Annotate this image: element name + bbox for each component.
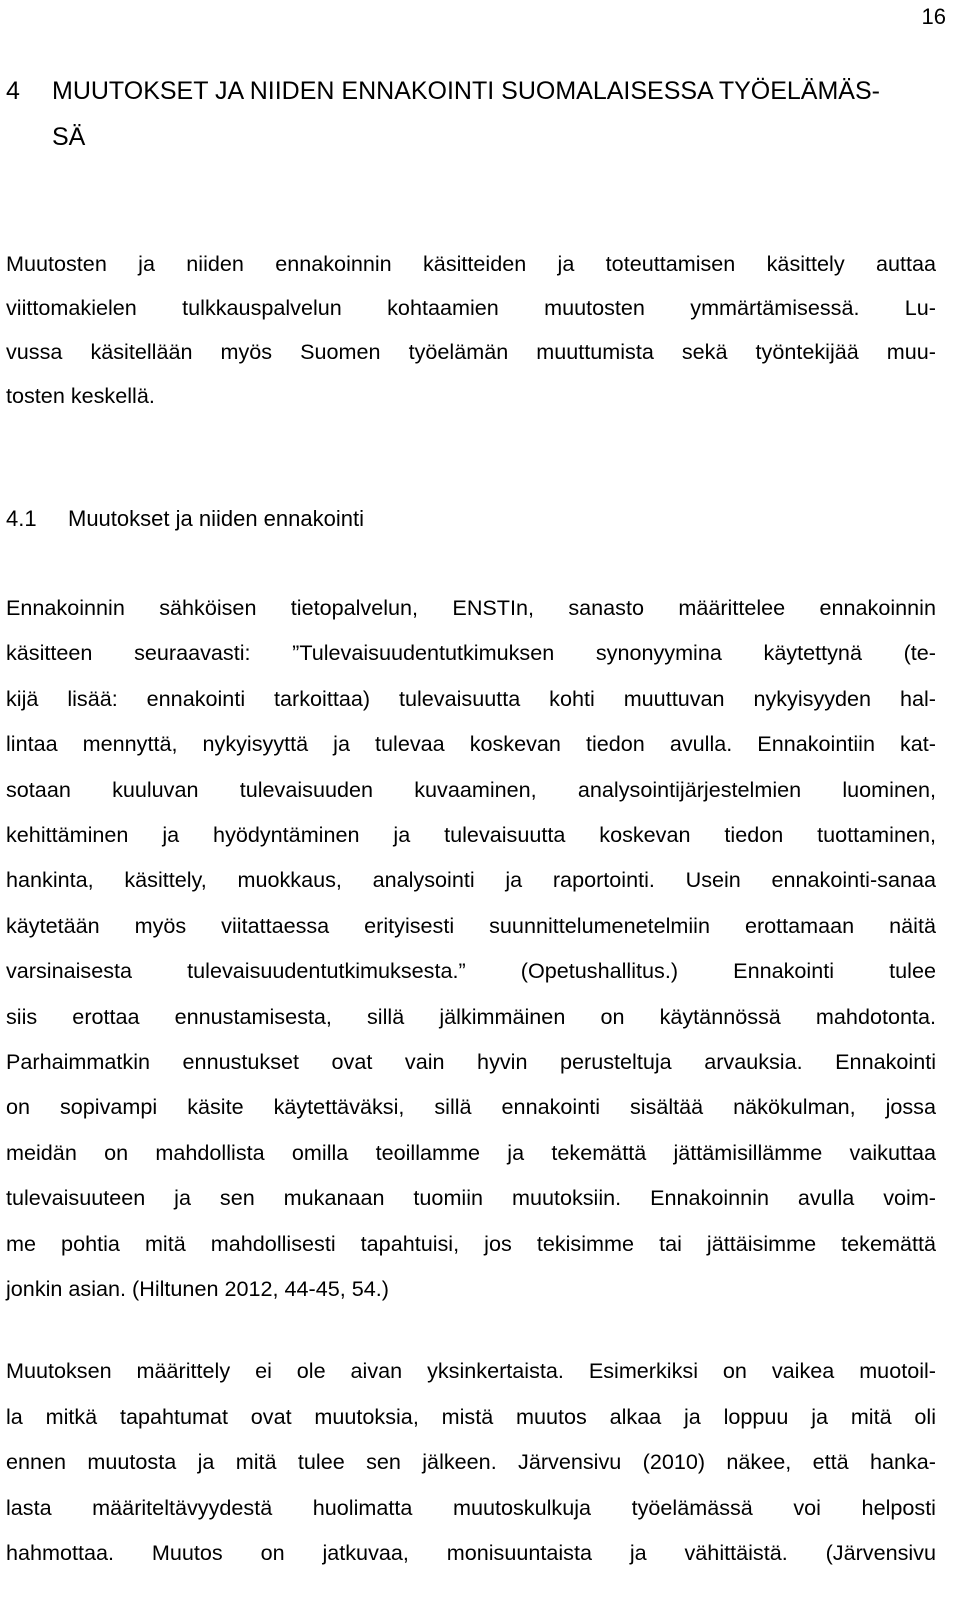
- text-line: vussa käsitellään myös Suomen työelämän muuttumista sekä työntekijää muu-: [6, 339, 936, 364]
- text-line: Muutoksen määrittely ei ole aivan yksinkertaista. Esimerkiksi on vaikea muotoil-: [6, 1358, 936, 1383]
- section-heading: [6, 504, 364, 534]
- chapter-heading: [6, 68, 946, 160]
- text-line: me pohtia mitä mahdollisesti tapahtuisi, jos tekisimme tai jättäisimme tekemättä: [6, 1230, 936, 1256]
- chapter-number: 4: [6, 77, 20, 105]
- text-line: ennen muutosta ja mitä tulee sen jälkeen. Järvensivu (2010) näkee, että hanka-: [6, 1449, 936, 1474]
- text-line: tulevaisuuteen ja sen mukanaan tuomiin muutoksiin. Ennakoinnin avulla voim-: [6, 1185, 936, 1211]
- text-line: la mitkä tapahtumat ovat muutoksia, mistä muutos alkaa ja loppuu ja mitä oli: [6, 1403, 936, 1429]
- text-line: varsinaisesta tulevaisuudentutkimuksesta.” (Opetushallitus.) Ennakointi tulee: [6, 958, 936, 984]
- text-line: kehittäminen ja hyödyntäminen ja tulevaisuutta koskevan tiedon tuottaminen,: [6, 822, 936, 848]
- text-line: lintaa mennyttä, nykyisyyttä ja tulevaa koskevan tiedon avulla. Ennakointiin kat-: [6, 731, 936, 757]
- chapter-title-line: SÄ: [52, 123, 86, 151]
- text-line: Parhaimmatkin ennustukset ovat vain hyvin perusteltuja arvauksia. Ennakointi: [6, 1049, 936, 1075]
- text-line: meidän on mahdollista omilla teoillamme ja tekemättä jättämisillämme vaikuttaa: [6, 1139, 936, 1165]
- body-paragraph-ennakointi: [6, 585, 936, 1312]
- body-paragraph-muutos: [6, 1348, 936, 1576]
- text-line: sotaan kuuluvan tulevaisuuden kuvaaminen, analysointijärjestelmien luominen,: [6, 776, 936, 802]
- chapter-title: [52, 68, 946, 160]
- text-line: kijä lisää: ennakointi tarkoittaa) tulevaisuutta kohti muuttuvan nykyisyyden hal-: [6, 685, 936, 711]
- text-line: hankinta, käsittely, muokkaus, analysointi ja raportointi. Usein ennakointi-sanaa: [6, 867, 936, 893]
- text-line: Muutosten ja niiden ennakoinnin käsitteiden ja toteuttamisen käsittely auttaa: [6, 251, 936, 276]
- text-line: hahmottaa. Muutos on jatkuvaa, monisuuntaista ja vähittäistä. (Järvensivu: [6, 1540, 936, 1565]
- page-number: 16: [921, 4, 946, 29]
- text-line: käytetään myös viitattaessa erityisesti suunnittelumenetelmiin erottamaan näitä: [6, 912, 936, 938]
- text-line: Ennakoinnin sähköisen tietopalvelun, ENSTIn, sanasto määrittelee ennakoinnin: [6, 595, 936, 620]
- text-line: siis erottaa ennustamisesta, sillä jälkimmäinen on käytännössä mahdotonta.: [6, 1003, 936, 1029]
- section-title: Muutokset ja niiden ennakointi: [68, 506, 364, 531]
- text-line: käsitteen seuraavasti: ”Tulevaisuudentutkimuksen synonyymina käytettynä (te-: [6, 640, 936, 666]
- intro-paragraph: [6, 242, 936, 418]
- text-line: viittomakielen tulkkauspalvelun kohtaamien muutosten ymmärtämisessä. Lu-: [6, 295, 936, 320]
- text-line: jonkin asian. (Hiltunen 2012, 44-45, 54.): [6, 1276, 389, 1302]
- text-line: tosten keskellä.: [6, 383, 155, 408]
- text-line: lasta määriteltävyydestä huolimatta muutoskulkuja työelämässä voi helposti: [6, 1494, 936, 1520]
- text-line: on sopivampi käsite käytettäväksi, sillä ennakointi sisältää näkökulman, jossa: [6, 1094, 936, 1120]
- section-number: 4.1: [6, 506, 37, 531]
- chapter-title-line: MUUTOKSET JA NIIDEN ENNAKOINTI SUOMALAISESSA TYÖELÄMÄS-: [52, 77, 880, 105]
